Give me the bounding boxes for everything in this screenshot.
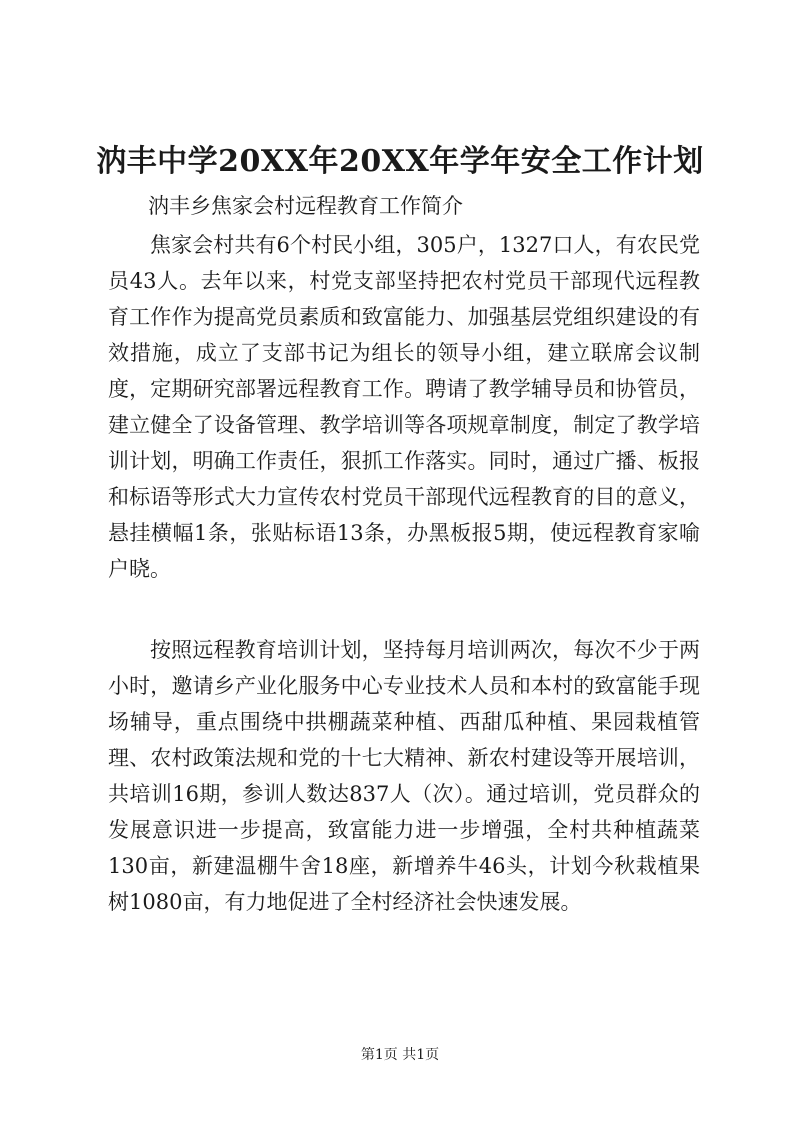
- body-paragraph-2: 按照远程教育培训计划，坚持每月培训两次，每次不少于两小时，邀请乡产业化服务中心专业技术人员和本村的致富能手现场辅导，重点围绕中拱棚蔬菜种植、西甜瓜种植、果园栽植管理、农村政策法规和党的十七大精神、新农村建设等开展培训，共培训16期，参训人数达837人（次）。通过培训，党员群众的发展意识进一步提高，致富能力进一步增强，全村共种植蔬菜130亩，新建温棚牛舍18座，新增养牛46头，计划今秋栽植果树1080亩，有力地促进了全村经济社会快速发展。: [108, 638, 700, 914]
- document-subtitle: 汭丰乡焦家会村远程教育工作简介: [148, 194, 463, 218]
- document-title: 汭丰中学20XX年20XX年学年安全工作计划: [96, 144, 704, 179]
- body-paragraph-1: 焦家会村共有6个村民小组，305户，1327口人，有农民党员43人。去年以来，村党支部坚持把农村党员干部现代远程教育工作作为提高党员素质和致富能力、加强基层党组织建设的有效措施，成立了支部书记为组长的领导小组，建立联席会议制度，定期研究部署远程教育工作。聘请了教学辅导员和协管员，建立健全了设备管理、教学培训等各项规章制度，制定了教学培训计划，明确工作责任，狠抓工作落实。同时，通过广播、板报和标语等形式大力宣传农村党员干部现代远程教育的目的意义，悬挂横幅1条，张贴标语13条，办黑板报5期，使远程教育家喻户晓。: [108, 233, 700, 581]
- page-footer: 第1页 共1页: [360, 1047, 440, 1063]
